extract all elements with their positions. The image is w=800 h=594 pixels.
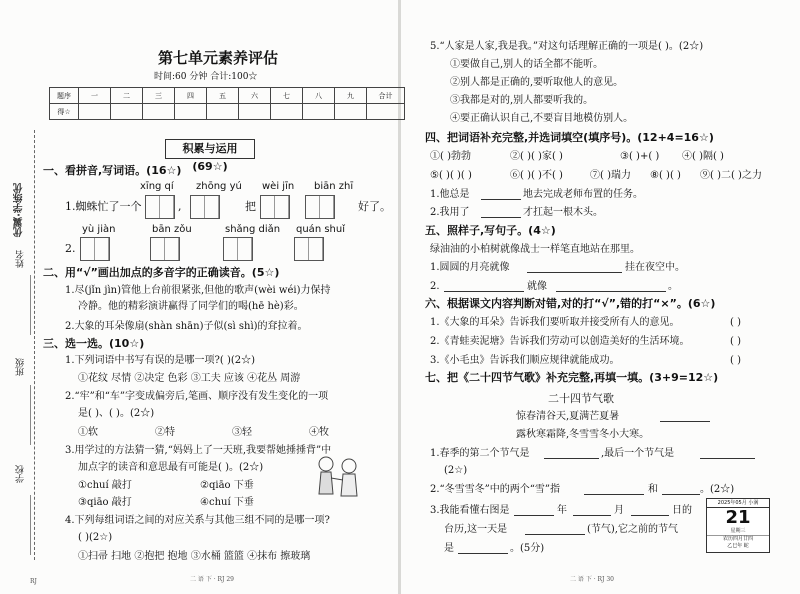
q2-line3: 2.大象的耳朵像扇(shàn shān)子似(sì shì)的耷拉着。: [65, 321, 308, 332]
publisher-logo: 优翼·学练优: [14, 183, 25, 237]
q3-2-option: ④牧: [309, 427, 329, 438]
table-header: 六: [239, 88, 271, 104]
children-illustration: [311, 452, 363, 507]
judge-paren[interactable]: ( ): [730, 336, 741, 347]
table-header: 七: [271, 88, 303, 104]
q7s-line5: 是: [444, 543, 454, 554]
q3-4b: ( )(2☆): [78, 532, 113, 543]
q1-line1: 1.蜘蛛忙了一个: [65, 200, 142, 213]
q3-2-option: ②特: [155, 427, 175, 438]
pinyin: shǎng diǎn: [225, 224, 281, 235]
table-header: 八: [303, 88, 335, 104]
class-field[interactable]: [20, 385, 31, 445]
q1-line2: 2.: [65, 242, 76, 255]
q7s-line3d: 日的: [672, 505, 692, 516]
writing-grid[interactable]: [223, 237, 253, 261]
score-cell[interactable]: [303, 104, 335, 120]
q4s-line1: 1.他总是: [430, 189, 470, 200]
school-label: 学校: [16, 465, 26, 483]
calendar-header: 2025年05月 小满: [707, 499, 769, 508]
fill-blank[interactable]: [458, 553, 508, 554]
fill-blank[interactable]: [660, 421, 710, 422]
poem-title: 二十四节气歌: [548, 392, 614, 405]
pinyin: wèi jīn: [262, 181, 295, 192]
fill-blank[interactable]: [584, 494, 644, 495]
poem-line: 惊春清谷天,夏满芒夏暑: [516, 411, 620, 422]
fill-blank[interactable]: [514, 515, 554, 516]
fill-blank[interactable]: [481, 217, 521, 218]
judge-paren[interactable]: ( ): [730, 355, 741, 366]
section-header: 积累与运用(69☆): [165, 139, 255, 159]
binding-line: [34, 130, 35, 560]
q1-line1-end: 好了。: [358, 200, 391, 213]
score-cell[interactable]: [335, 104, 367, 120]
table-header: 合计: [367, 88, 405, 104]
pinyin: yù jiàn: [82, 224, 116, 235]
word-blank[interactable]: ①( )勃勃: [430, 151, 471, 162]
q3-2: 2.“牢”和“车”字变成偏旁后,笔画、顺序没有发生变化的一项: [65, 391, 329, 402]
writing-grid[interactable]: [305, 195, 335, 219]
word-blank[interactable]: ⑦( )瑞力: [590, 170, 631, 181]
writing-grid[interactable]: [190, 195, 220, 219]
q3-3-option: ②qiāo 下垂: [200, 480, 254, 491]
q6s-statement: 3.《小毛虫》告诉我们顺应规律就能成功。: [430, 355, 620, 366]
q1-line1-ba: 把: [245, 200, 256, 213]
fill-blank[interactable]: [700, 458, 755, 459]
q3-4-options: ①扫帚 扫地 ②抱把 抱地 ③水桶 篮篮 ④抹布 擦玻璃: [78, 551, 311, 562]
q7s-title: 七、把《二十四节气歌》补充完整,再填一填。(3+9=12☆): [425, 371, 719, 384]
left-footer: 二 语 下 · RJ 29: [190, 576, 235, 583]
q5-question: 5.“人家是人家,我是我。”对这句话理解正确的一项是( )。(2☆): [430, 41, 704, 52]
q6s-statement: 1.《大象的耳朵》告诉我们要听取并接受所有人的意见。: [430, 317, 680, 328]
pinyin: zhōng yú: [196, 181, 242, 192]
writing-grid[interactable]: [260, 195, 290, 219]
word-blank[interactable]: ⑧( )( ): [650, 170, 681, 181]
pinyin: bān zǒu: [152, 224, 192, 235]
q4s-title: 四、把词语补充完整,并选词填空(填序号)。(12+4=16☆): [425, 131, 714, 144]
table-header: 三: [143, 88, 175, 104]
word-blank[interactable]: ⑤( )( )( ): [430, 170, 472, 181]
q1-line1-comma: ,: [178, 200, 182, 213]
q5s-line1b: 挂在夜空中。: [625, 262, 685, 273]
table-header: 五: [207, 88, 239, 104]
q5s-title: 五、照样子,写句子。(4☆): [425, 224, 556, 237]
calendar-day: 21: [725, 507, 751, 528]
name-label: 姓名: [16, 250, 26, 268]
q5s-line2c: 。: [668, 281, 678, 292]
table-header: 九: [335, 88, 367, 104]
q5-option: ③我都是对的,别人都要听我的。: [450, 95, 594, 106]
q4s-line1b: 地去完成老师布置的任务。: [523, 189, 643, 200]
fill-blank[interactable]: [573, 515, 611, 516]
q7s-line3b: 年: [557, 505, 567, 516]
q5s-example: 绿油油的小柏树就像战士一样笔直地站在那里。: [430, 244, 640, 255]
q3-2-option: ③轻: [232, 427, 252, 438]
pinyin: quán shuǐ: [296, 224, 345, 235]
q3-1: 1.下列词语中书写有误的是哪一项?( )(2☆): [65, 355, 256, 366]
score-table: [49, 87, 405, 120]
calendar-lunar: 农历四月廿四: [707, 535, 769, 543]
q3-3-option: ③qiāo 敲打: [78, 497, 132, 508]
q3-2b: 是( )、( )。(2☆): [78, 408, 155, 419]
q5-option: ①要做自己,别人的话全都不能听。: [450, 59, 604, 70]
table-header: 四: [175, 88, 207, 104]
q7s-line1b: ,最后一个节气是: [601, 448, 675, 459]
writing-grid[interactable]: [145, 195, 175, 219]
q7s-line1c: (2☆): [444, 465, 468, 476]
q3-3: 3.用学过的方法猜一猜,“妈妈上了一天班,我要帮她捶捶背”中: [65, 445, 332, 456]
q7s-line2b: 和: [648, 484, 658, 495]
q3-3-option: ④chuí 下垂: [200, 497, 254, 508]
exam-meta: 时间:60 分钟 合计:100☆: [154, 72, 258, 82]
word-blank[interactable]: ⑥( )( )不( ): [510, 170, 563, 181]
pinyin: biān zhī: [314, 181, 354, 192]
q7s-line3: 3.我能看懂右图是: [430, 505, 510, 516]
q5s-line2b: 就像: [527, 281, 547, 292]
score-cell[interactable]: [367, 104, 405, 120]
q5-option: ④要正确认识自己,不要盲目地模仿别人。: [450, 113, 634, 124]
q5s-line2: 2.: [430, 281, 440, 292]
writing-grid[interactable]: [294, 237, 324, 261]
q5s-line1: 1.圆圆的月亮就像: [430, 262, 510, 273]
score-cell[interactable]: [111, 104, 143, 120]
fill-blank[interactable]: [525, 534, 585, 535]
q1-title: 一、看拼音,写词语。(16☆): [43, 164, 182, 177]
fill-blank[interactable]: [556, 291, 666, 292]
q7s-line2: 2.“冬雪雪冬”中的两个“雪”指: [430, 484, 560, 495]
score-label: 得☆: [50, 104, 79, 120]
rj-mark: RJ: [30, 578, 37, 585]
q3-3-option: ①chuí 敲打: [78, 480, 132, 491]
fill-blank[interactable]: [631, 515, 669, 516]
q7s-line5b: 。(5分): [510, 543, 545, 554]
table-header: 题序: [50, 88, 79, 104]
fill-blank[interactable]: [481, 199, 521, 200]
score-cell[interactable]: [207, 104, 239, 120]
q2-line2: 冷静。他的精彩演讲赢得了同学们的喝(hē hè)彩。: [78, 301, 304, 312]
q2-line1: 1.尽(jǐn jìn)管他上台前很紧张,但他的歌声(wèi wéi)力保持: [65, 285, 331, 296]
q7s-line2c: 。(2☆): [700, 484, 735, 495]
score-cell[interactable]: [79, 104, 111, 120]
judge-paren[interactable]: ( ): [730, 317, 741, 328]
writing-grid[interactable]: [80, 237, 110, 261]
q6s-statement: 2.《青蛙卖泥塘》告诉我们劳动可以创造美好的生活环境。: [430, 336, 690, 347]
calendar-year: 乙巳年 蛇: [727, 543, 749, 549]
word-blank[interactable]: ⑨( )二( )之力: [700, 170, 762, 181]
q7s-line1: 1.春季的第二个节气是: [430, 448, 530, 459]
fill-blank[interactable]: [527, 272, 622, 273]
word-blank[interactable]: ④( )隔( ): [682, 151, 724, 162]
name-field[interactable]: [20, 275, 31, 335]
pinyin: xīng qí: [140, 181, 174, 192]
table-header: 二: [111, 88, 143, 104]
score-cell[interactable]: [271, 104, 303, 120]
class-label: 班级: [16, 358, 26, 376]
fill-blank[interactable]: [662, 494, 700, 495]
q6s-title: 六、根据课文内容判断对错,对的打“√”,错的打“×”。(6☆): [425, 297, 716, 310]
q7s-line3c: 月: [614, 505, 624, 516]
q7s-line4b: (节气),它之前的节气: [587, 524, 678, 535]
q2-title: 二、用“√”画出加点的多音字的正确读音。(5☆): [43, 266, 280, 279]
exam-title: 第七单元素养评估: [158, 49, 279, 67]
q3-2-option: ①软: [78, 427, 98, 438]
q3-title: 三、选一选。(10☆): [43, 337, 145, 350]
score-cell[interactable]: [175, 104, 207, 120]
poem-line: 露秋寒霜降,冬雪雪冬小大寒。: [516, 429, 650, 440]
calendar-week: 星期三: [730, 528, 746, 534]
desk-calendar: [706, 498, 770, 553]
q4s-line2: 2.我用了: [430, 207, 470, 218]
writing-grid[interactable]: [150, 237, 180, 261]
word-blank[interactable]: ③( )+( ): [620, 151, 660, 162]
table-header: 一: [79, 88, 111, 104]
q4s-line2b: 才扛起一根木头。: [523, 207, 603, 218]
score-cell[interactable]: [239, 104, 271, 120]
q3-3b: 加点字的读音和意思最有可能是( )。(2☆): [78, 462, 264, 473]
fill-blank[interactable]: [444, 291, 524, 292]
q7s-line4: 台历,这一天是: [444, 524, 508, 535]
school-field[interactable]: [20, 495, 31, 555]
word-blank[interactable]: ②( )( )家( ): [510, 151, 563, 162]
q3-4: 4.下列每组词语之间的对应关系与其他三组不同的是哪一项?: [65, 515, 330, 526]
fill-blank[interactable]: [544, 458, 599, 459]
q3-1-options: ①花纹 尽情 ②决定 色彩 ③工夫 应该 ④花丛 周游: [78, 373, 301, 384]
q5-option: ②别人都是正确的,要听取他人的意见。: [450, 77, 624, 88]
right-footer: 二 语 下 · RJ 30: [570, 576, 615, 583]
score-cell[interactable]: [143, 104, 175, 120]
